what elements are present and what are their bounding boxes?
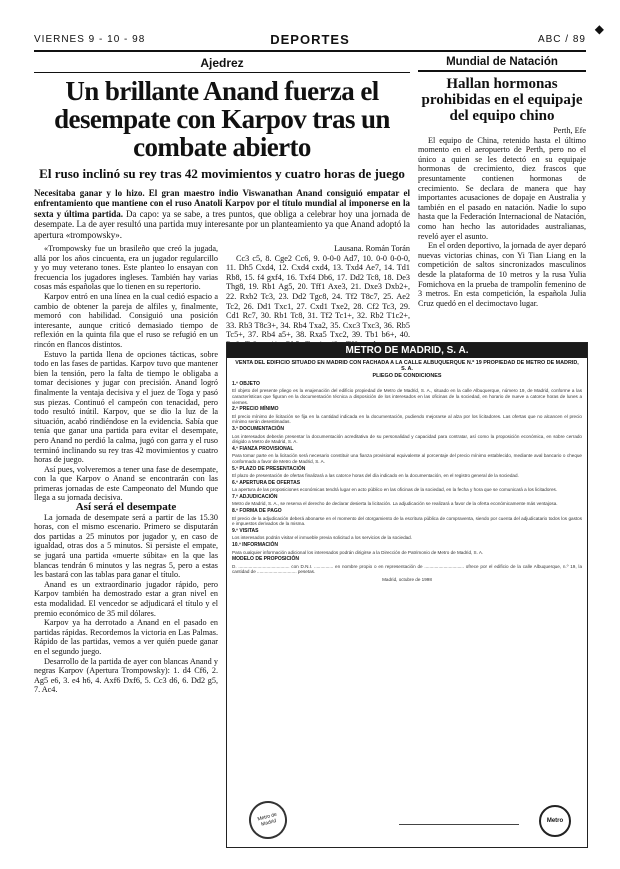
swim-p2: En el orden deportivo, la jornada de ayer deparó nuevas victorias chinas, con Yi Tian Liang en la competición de saltos sincronizados masculinos desde la plataforma de 10 metros y la rusa Yulia Fomichova en la prueba de trampolín femenino de 3 metros. En esta competición, la española Julia Cruz quedó en el decimoctavo lugar. — [418, 241, 586, 308]
metro-t10: Para cualquier información adicional los interesados podrán dirigirse a la Dirección de Patrimonio de Metro de Madrid, S. A. — [232, 549, 484, 555]
metro-stamp: Metro de Madrid — [245, 797, 292, 844]
corner-mark-icon: ◆ — [594, 22, 604, 36]
page-number: ABC / 89 — [537, 34, 586, 45]
chess-lead-bold: Necesitaba ganar y lo hizo. El gran maestro indio Viswanathan Anand consiguió empatar el enfrentamiento que mantiene con el ruso Anatoli Karpov por el título mundial al imponerse en la sexta y última partida. — [34, 188, 410, 219]
swim-p1: El equipo de China, retenido hasta el último momento en el aeropuerto de Perth, pero no el único a quien se les detectó en su equipaje hormonas de crecimiento, diez frascos que presuntamente contienen hormonas de crecimiento. Se declara de manera que hay importantes acusaciones de dopaje en Australia y también en el pasado en natación. Nadie lo supo hasta que la Federación Internacional de Natación, como han hecho las autoridades australianas, reveló ayer el asunto. — [418, 135, 586, 241]
metro-logo-icon: Metro — [539, 805, 571, 837]
chess-p3: Estuvo la partida llena de opciones tácticas, sobre todo en las fases de partidas. Karpov tuvo que mantener bien la tensión, pero la falta de tiempo le obligaba a tomar decisiones y jugar con precisión. Anand logró finalmente la ventaja decisiva y el juez de Toga y pasó sus piezas. Continuó el campeón con tenacidad, pero todo resultó inútil. Karpov, que se dio la luz de la situación, acabó rindiéndose en la evidencia. Sabía que tenía que ganar una partida para evitar el desempate, pero Anand no perdió la calma, jugó con garra y el ruso terminó inclinando su rey tras 42 movimientos y cuatro horas de juego. — [34, 349, 218, 465]
metro-t7: Metro de Madrid, S. A., se reserva el derecho de declarar desierta la licitación. La adjudicación se realizará a favor de la oferta económicamente más ventajosa. — [232, 501, 558, 507]
section-name: DEPORTES — [270, 32, 350, 47]
swim-body — [418, 126, 586, 308]
metro-t11: D. ........................................ con D.N.I. ............... en nombre propio o en representación de ............................... ofrece por el edificio de la calle Albuquerque, n.º 19, la cantidad de ............................... pesetas. — [232, 563, 582, 575]
swim-headline: Hallan hormonas prohibidas en el equipaje del equipo chino — [421, 76, 583, 124]
metro-h8: 8.º FORMA DE PAGO — [232, 508, 282, 515]
metro-h4: 4.º FIANZA PROVISIONAL — [232, 445, 294, 452]
metro-h2: 2.º PRECIO MÍNIMO — [232, 406, 279, 413]
metro-subintro: PLIEGO DE CONDICIONES — [372, 373, 442, 380]
metro-t2: El precio mínimo de licitación se fija en la cantidad indicada en la documentación, pudiendo mejorarse al alza por los licitadores. Las ofertas que no alcancen el precio mínimo serán desestimadas. — [232, 413, 582, 425]
chess-p4: Así pues, volveremos a tener una fase de desempate, con la que Karpov o Anand se encontrarán con las primeras jornadas de este Campeonato del Mundo que llega a su jornada decisiva. — [34, 464, 218, 503]
chess-p7: Karpov ya ha derrotado a Anand en el pasado en partidas rápidas. Recordemos la victoria en Las Palmas. Rápido de las partidas, vemos a ver quién puede ganar en el segundo juego. — [34, 618, 218, 656]
metro-closing: Madrid, octubre de 1998 — [382, 577, 432, 582]
metro-t6: La apertura de las proposiciones económicas tendrá lugar en acto público en las oficinas de la sociedad, en la fecha y hora que se comunicará a los licitadores. — [232, 487, 558, 493]
chess-p6: Anand es un extraordinario jugador rápido, pero Karpov también ha demostrado estar a gran nivel en esta modalidad. El vencedor se adjudicará el título y el premio económico de 35 mil dólares. — [34, 579, 218, 618]
chess-p8: Desarrollo de la partida de ayer con blancas Anand y negras Karpov (Apertura Trompowsky): 1. d4 Cf6, 2. Ag5 e6, 3. e4 h6, 4. Axf6 Dxf6, 5. Cc3 d6, 6. Dd2 g5, 7. Ac4. — [34, 656, 218, 695]
metro-h7: 7.º ADJUDICACIÓN — [232, 493, 278, 500]
swim-kicker: Mundial de Natación — [418, 56, 586, 72]
chess-column-1 — [34, 244, 218, 695]
chess-lead — [34, 188, 410, 240]
metro-notice — [226, 342, 588, 848]
issue-date: VIERNES 9 - 10 - 98 — [34, 34, 146, 45]
metro-body — [227, 358, 587, 588]
metro-h5: 5.º PLAZO DE PRESENTACIÓN — [232, 465, 306, 472]
page-header — [34, 32, 586, 48]
chess-subheadline: El ruso inclinó su rey tras 42 movimientos y cuatro horas de juego — [39, 166, 405, 181]
metro-h10: 10.º INFORMACIÓN — [232, 542, 278, 549]
chess-author: Lausana. Román Torán — [334, 244, 410, 254]
chess-subhead: Así será el desempate — [75, 501, 177, 514]
metro-h6: 6.º APERTURA DE OFERTAS — [232, 479, 301, 486]
metro-t4: Para tomar parte en la licitación será necesario constituir una fianza provisional equivalente al porcentaje del precio mínimo establecido, mediante aval bancario o cheque conformado a favor de Metro de Madrid, S. A. — [232, 453, 582, 464]
chess-p5: La jornada de desempate será a partir de las 15.30 horas, con el mismo escenario. Primero se disputarán dos partidas a 25 minutos por jugador y, en caso de igualdad, otras dos a 5 minutos. Si persiste el empate, se jugará una partida «muerte súbita» en la que las blancas tendrán 6 minutos y las negras 5, pero a estas les bastará con las tablas para ganar el título. — [34, 512, 218, 580]
chess-p1: «Trompowsky fue un brasileño que creó la jugada, allá por los años cincuenta, era un jugador regularcillo y yo muy veterano tones. Este planteo lo ensayan con frecuencia los jugadores ingleses. También hay varias cosas más españolas que lo tienen en su repertorio. — [34, 244, 218, 292]
metro-h1: 1.º OBJETO — [232, 380, 260, 387]
metro-t8: El precio de la adjudicación deberá abonarse en el momento del otorgamiento de la escritura pública de compraventa, siendo por cuenta del adjudicatario todos los gastos e impuestos derivados de la misma. — [232, 515, 582, 527]
metro-t3: Los interesados deberán presentar la documentación acreditativa de su personalidad y capacidad para contratar, así como la proposición económica, en sobre cerrado dirigido a Metro de Madrid, S. A. — [232, 433, 582, 445]
metro-h3: 3.º DOCUMENTACIÓN — [232, 425, 285, 432]
chess-kicker: Ajedrez — [34, 56, 410, 73]
metro-company: METRO DE MADRID, S. A. — [227, 343, 587, 358]
chess-p2: Karpov entró en una línea en la cual cedió espacio a cambio de obtener la pareja de alfiles y, finalmente, memoró con habilidad. Consiguió una posición interesante, aunque criticó demasiado tiempo de reflexión en la quinta fila que el ruso se refugió en un rincón en flancos distintos. — [34, 292, 218, 349]
metro-h11: MODELO DE PROPOSICIÓN — [232, 556, 299, 563]
metro-t5: El plazo de presentación de ofertas finalizará a las catorce horas del día indicado en la documentación, en el registro general de la sociedad. — [232, 473, 519, 479]
metro-signature-line — [399, 824, 519, 825]
metro-h9: 9.º VISITAS — [232, 527, 259, 534]
metro-t9: Los interesados podrán visitar el inmueble previa solicitud a los servicios de la sociedad. — [232, 535, 413, 541]
metro-footer — [239, 795, 575, 839]
swim-place: Perth, Efe — [553, 126, 586, 135]
chess-headline: Un brillante Anand fuerza el desempate con Karpov tras un combate abierto — [54, 76, 390, 162]
chess-lead-rest: Da capo: ya se sabe, a tres puntos, que obliga a celebrar hoy una jornada de desempate. La de ayer resultó una partida muy interesante por un planteamiento ya que Anand adoptó la apertura «trompowsky». — [34, 208, 411, 240]
metro-t1: El objeto del presente pliego es la enajenación del edificio propiedad de Metro de Madrid, S. A., situado en la calle Albuquerque, número 19, de Madrid, conforme a las características que figuran en la documentación técnica a disposición de los interesados en las oficinas de la sociedad, en horario de nueve a catorce horas de lunes a viernes. — [232, 388, 582, 405]
header-rule — [34, 50, 586, 52]
chess-moves: Cc3 c5, 8. Cge2 Cc6, 9. 0-0-0 Ad7, 10. 0-0 0-0-0, 11. Dh5 Cxd4, 12. Cxd4 cxd4, 13. Txd4 Ae7, 14. Td1 Rb8, 15. f4 gxf4, 16. Txf4 Db6, 17. Dd2 Tc8, 18. De3 Thg8, 19. Rb1 Ag5, 20. Tff1 Axe3, 21. Dxe3 Dxb2+, 22. Rxb2 Tc3, 23. Dd2 Tgc8, 24. Tf2 T8c7, 25. Ae2 Tc2, 26. Dd1 Txc1, 27. Cxd1 Txe2, 28. Cf2 Tc3, 29. Cd1 Rc7, 30. Rb1 Tc8, 31. Tf2 Tc1+, 32. Rb2 T1c2+, 33. Rb3 T8c3+, 34. Rb4 Txa2, 35. Cxc3 Txc3, 36. Rb5 Tc5+, 37. Rb4 a5+, 38. Rxa5 Txc2, 39. Tb1 b6+, 40. — [226, 253, 410, 340]
metro-intro: VENTA DEL EDIFICIO SITUADO EN MADRID CON FACHADA A LA CALLE ALBUQUERQUE N.º 19 PROPIEDAD DE METRO DE MADRID, S. A. — [235, 360, 579, 372]
swim-article — [418, 56, 586, 308]
